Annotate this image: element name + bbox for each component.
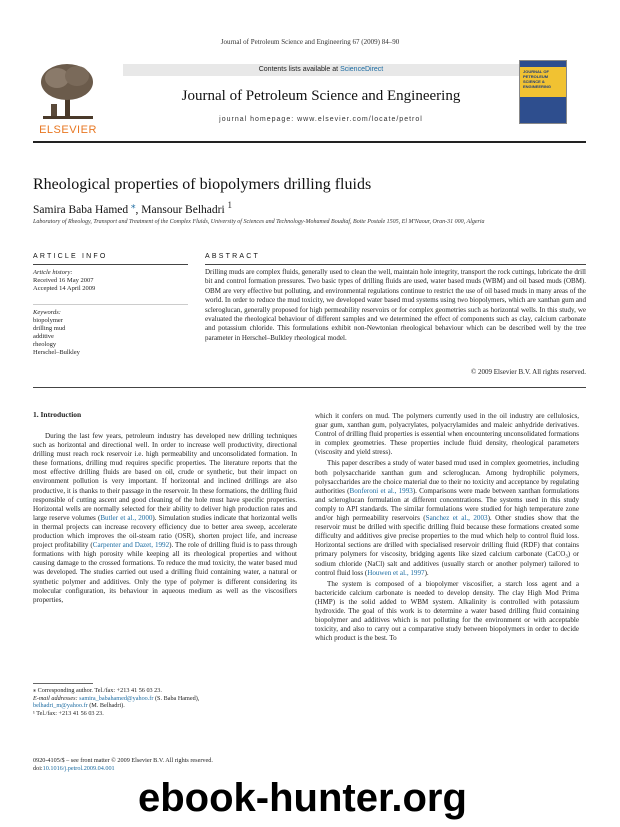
text-run: ). Comparisons were made between xanthan formulations and scleroglucan formulation at different concentrations. The systems used in this study comply to API standards. The similar formulations were studied for high temperature zone and/or high permeability reservoirs ( bbox=[315, 486, 579, 523]
copyright-notice: © 2009 Elsevier B.V. All rights reserved. bbox=[470, 368, 586, 376]
author-2[interactable]: Mansour Belhadri bbox=[141, 203, 225, 216]
front-matter-divider bbox=[33, 387, 586, 388]
article-info-divider bbox=[33, 304, 188, 305]
elsevier-tree-icon bbox=[37, 60, 99, 124]
citation-link[interactable]: Bonferoni et al., 1993 bbox=[349, 486, 413, 495]
author-2-footnote-mark: 1 bbox=[227, 200, 233, 210]
article-info-heading: ARTICLE INFO bbox=[33, 253, 108, 260]
affiliation: Laboratory of Rheology, Transport and Treatment of the Complex Fluids, University of Sciences and Technology-Mohamed Boudiaf, Boite Postale 1505, El M'Naour, Oran-31 000, Algeria bbox=[33, 219, 485, 225]
received-date: Received 16 May 2007 bbox=[33, 277, 94, 284]
journal-homepage bbox=[123, 116, 519, 123]
body-column-right bbox=[315, 412, 579, 645]
email-owner: (S. Baba Hamed), bbox=[153, 694, 200, 702]
running-header: Journal of Petroleum Science and Engineering 67 (2009) 84–90 bbox=[220, 38, 400, 46]
keywords-label: Keywords: bbox=[33, 309, 61, 316]
elsevier-logo bbox=[33, 60, 103, 140]
masthead bbox=[33, 60, 586, 142]
author-1[interactable]: Samira Baba Hamed bbox=[33, 203, 129, 216]
journal-title: Journal of Petroleum Science and Engineering bbox=[181, 88, 461, 104]
tel-footnote: ¹ Tel./fax: +213 41 56 03 23. bbox=[33, 709, 104, 717]
abstract-rule bbox=[205, 264, 586, 265]
author-line: Samira Baba Hamed ⁎, Mansour Belhadri $^1$ bbox=[33, 200, 233, 216]
email-label: E-mail addresses: bbox=[33, 694, 80, 702]
contents-bar bbox=[123, 64, 519, 76]
doi-prefix: doi: bbox=[33, 764, 43, 772]
corresponding-footnote: ⁎ Corresponding author. Tel./fax: +213 41 56 03 23. bbox=[33, 687, 162, 694]
issn-block bbox=[33, 757, 213, 772]
paragraph bbox=[33, 432, 297, 605]
text-run: ). The role of drilling fluid is to pass through formations with high porosity while keeping all its rheological properties and without causing damage to the crossed formations. To reduce the mud toxicity, the water based mud was developed. The studies carried out used a drilling fluid containing water, a natural or synthetic polymer and additives. Only the type of polymer is different considering its molecular configuration, its behaviour in aqueous medium as well as the viscosifiers properties, bbox=[33, 541, 297, 604]
email-link[interactable]: belhadri_m@yahoo.fr bbox=[33, 702, 88, 710]
email-link[interactable]: samira_babahamed@yahoo.fr bbox=[79, 694, 154, 702]
footnote-rule bbox=[33, 683, 93, 684]
accepted-date: Accepted 14 April 2009 bbox=[33, 285, 96, 292]
email-owner: (M. Belhadri). bbox=[87, 702, 125, 710]
section-heading: 1. Introduction bbox=[33, 410, 82, 419]
history-label: Article history: bbox=[33, 269, 73, 276]
homepage-url-link[interactable]: www.elsevier.com/locate/petrol bbox=[297, 116, 423, 123]
paragraph bbox=[315, 459, 579, 577]
keyword-item: drilling mud bbox=[33, 325, 66, 332]
text-run: During the last few years, petroleum industry has developed new drilling techniques such as horizontal and directional well. In order to increase well productivity, directional drilling must reach rock reservoir i.e. high permeability and unconsolidated formation. In these formations, drilling mud requires specific properties. The literature reports that the most effective drilling fluids are based on oil, crude or synthetic, but their impact on environment pollution is very important. If horizontal and inclined drillings are also productive, it is thanks to their passage in the reservoir. In these formations, the drilling fluid responsible of cutting ascent and good cleaning of the hole must have specific properties. Horizontal wells are normally selected for their ability to deliver high production rates and large reserve volumes ( bbox=[33, 432, 297, 522]
email-footnote bbox=[33, 695, 297, 703]
keywords-block bbox=[33, 309, 188, 357]
citation-link[interactable]: Houwen et al., 1997 bbox=[367, 568, 425, 577]
keyword-item: additive bbox=[33, 333, 54, 340]
text-run: ). Other studies show that the reservoir must be drilled with specific drilling fluid because these formations created some difficulty and additives give precise properties to the mud which help to control fluid loss. Horizontal sections are drilled with specialised reservoir drilling fluid (RDF) that contains primary polymers for viscosity, bridging agents like sized calcium carbonate (CaCO₃) or sodium chloride (NaCl) salt and additives (usually starch or another polymer) tailored to control fluid loss ( bbox=[315, 514, 579, 577]
article-history bbox=[33, 269, 188, 293]
email-footnote-2 bbox=[33, 702, 297, 710]
corresponding-author-mark[interactable]: ⁎ bbox=[131, 200, 136, 210]
cover-title: JOURNAL OF PETROLEUM SCIENCE & ENGINEERING bbox=[523, 69, 552, 89]
abstract-heading: ABSTRACT bbox=[205, 253, 260, 260]
journal-cover-image bbox=[519, 60, 567, 124]
masthead-divider bbox=[33, 141, 586, 143]
keyword-item: rheology bbox=[33, 341, 57, 348]
keyword-item: Herschel–Bulkley bbox=[33, 349, 80, 356]
publisher-logo-text: ELSEVIER bbox=[39, 124, 97, 136]
citation-link[interactable]: Carpenter and Dazet, 1992 bbox=[92, 541, 170, 550]
doi-line bbox=[33, 765, 213, 773]
sciencedirect-link[interactable]: ScienceDirect bbox=[340, 66, 384, 73]
text-run: ). bbox=[424, 568, 429, 577]
footnotes bbox=[33, 687, 297, 717]
homepage-prefix: journal homepage: bbox=[219, 116, 298, 123]
citation-link[interactable]: Sanchez et al., 2003 bbox=[425, 514, 488, 523]
contents-prefix: Contents lists available at bbox=[258, 66, 341, 73]
text-run: ). Simulation studies indicate that horizontal wells in thermal projects can increase recovery efficiency due to better area sweep, accelerate production which improves the oil-steam ratio (OSR), shorten project life, and increase project profitability ( bbox=[33, 513, 297, 550]
body-column-left bbox=[33, 432, 297, 607]
paragraph: The system is composed of a biopolymer viscosifier, a starch loss agent and a bactericide calcium carbonate is needed to develop density. The clay High Mod Prima (HMP) is the solid added to WBM system. Alkalinity is controlled with potassium hydroxide. The goal of this work is to determine a water based drilling fluid containing biopolymer and additives which is not polluting for the environment or with acceptable toxicity, and also to carry out a comparative study between biopolymers in order to decide which product is the best. To bbox=[315, 579, 579, 643]
citation-link[interactable]: Butler et al., 2000 bbox=[100, 513, 153, 522]
article-title: Rheological properties of biopolymers drilling fluids bbox=[33, 176, 372, 193]
issn-line: 0920-4105/$ – see front matter © 2009 Elsevier B.V. All rights reserved. bbox=[33, 757, 213, 764]
watermark: ebook-hunter.org bbox=[138, 776, 467, 820]
article-info-rule bbox=[33, 264, 188, 265]
text-run: This paper describes a study of water based mud used in complex geometries, including both polysaccharide xanthan gum and scleroglucan. Among hydrophilic polymers, polysaccharides are the choice material due to their no toxicity and acceptance by regulating authorities ( bbox=[315, 459, 579, 495]
paragraph: which it confers on mud. The polymers currently used in the oil industry are cellulosics, guar gum, xanthan gum, polyacrylates, polyacrylamides and maleic anhydride derivatives. Control of drilling fluid properties is essential when encountering unconsolidated formations in complex geometries. These properties include fluid density, rheological parameters (viscosity and yield stress). bbox=[315, 412, 579, 457]
keyword-item: biopolymer bbox=[33, 317, 63, 324]
doi-link[interactable]: 10.1016/j.petrol.2009.04.001 bbox=[42, 764, 115, 772]
abstract-text: Drilling muds are complex fluids, generally used to clean the well, maintain hole integrity, transport the rock cuttings, lubricate the drill bit and control formation pressures. Two basic types of drilling fluids are used, water based muds (WBM) and oil based muds (OBM). OBM are very effective but polluting, and environmental regulations continue to restrict the use of oil based muds in many areas of the world. In order to reduce the mud toxicity, we developed water based mud systems using two biopolymers, which are xanthan gum and scleroglucan, generally proposed for high permeability reservoirs or for complex geometries such as horizontal wells. In this study, we evaluated the rheological behaviour of different samples and we determined the effect of components such as clay, calcium carbonate and potassium chloride. This formulations exhibit non-Newtonian rheological behaviour which can be described well by the tree parameter in Herschel–Bulkley rheological model. bbox=[205, 268, 586, 342]
